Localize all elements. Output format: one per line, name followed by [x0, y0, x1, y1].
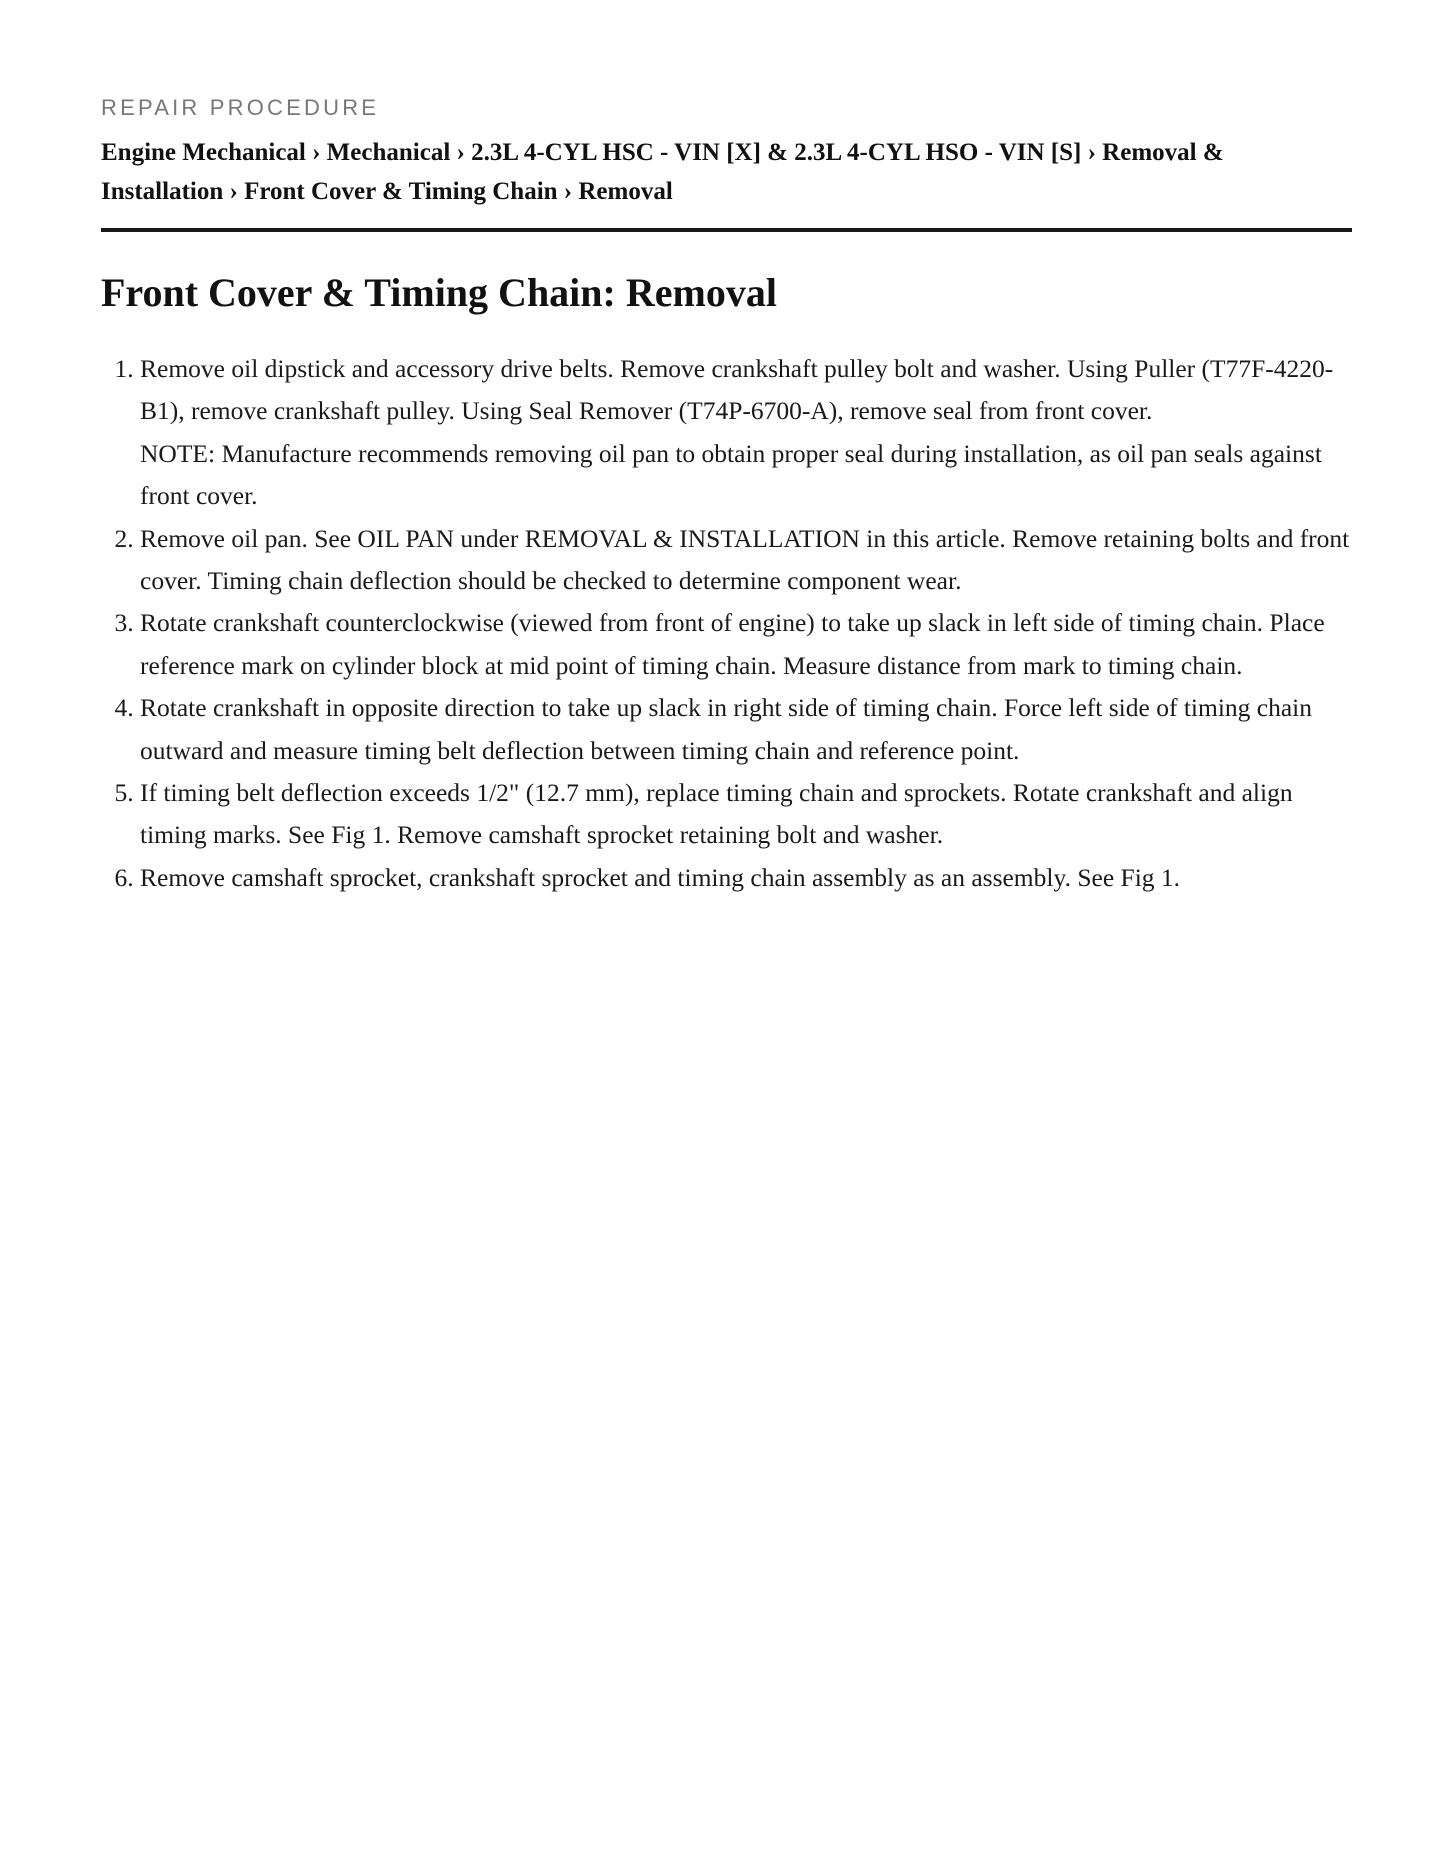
procedure-step: [140, 348, 1352, 518]
step-text: Remove oil dipstick and accessory drive belts. Remove crankshaft pulley bolt and washer. Using Puller (T77F-4220-B1), remove crankshaft pulley. Using Seal Remover (T74P-6700-A), remove seal from front cover.: [140, 354, 1334, 426]
procedure-step: [140, 602, 1352, 687]
breadcrumb: Engine Mechanical › Mechanical › 2.3L 4-CYL HSC - VIN [X] & 2.3L 4-CYL HSO - VIN [S] › Removal & Installation › Front Cover & Timing Chain › Removal: [101, 139, 1224, 205]
procedure-steps: [101, 348, 1352, 899]
section-kicker: REPAIR PROCEDURE: [101, 95, 380, 120]
procedure-step: [140, 518, 1352, 603]
page-title: Front Cover & Timing Chain: Removal: [101, 270, 777, 315]
step-text: If timing belt deflection exceeds 1/2" (12.7 mm), replace timing chain and sprockets. Rotate crankshaft and align timing marks. See Fig 1. Remove camshaft sprocket retaining bolt and washer.: [140, 778, 1293, 850]
procedure-step: [140, 687, 1352, 772]
step-text: Rotate crankshaft in opposite direction to take up slack in right side of timing chain. Force left side of timing chain outward and measure timing belt deflection between timing chain and reference point.: [140, 693, 1313, 765]
procedure-step: [140, 772, 1352, 857]
procedure-step: [140, 857, 1352, 899]
step-note: NOTE: Manufacture recommends removing oil pan to obtain proper seal during installation, as oil pan seals against front cover.: [140, 438, 1322, 511]
step-text: Remove camshaft sprocket, crankshaft sprocket and timing chain assembly as an assembly. See Fig 1.: [140, 862, 1181, 892]
step-text: Rotate crankshaft counterclockwise (viewed from front of engine) to take up slack in left side of timing chain. Place reference mark on cylinder block at mid point of timing chain. Measure distance from mark to timing chain.: [140, 608, 1325, 680]
header-divider: [101, 228, 1352, 232]
step-text: Remove oil pan. See OIL PAN under REMOVAL & INSTALLATION in this article. Remove retaining bolts and front cover. Timing chain deflection should be checked to determine component wear.: [140, 523, 1350, 596]
document-page: [101, 92, 1352, 899]
